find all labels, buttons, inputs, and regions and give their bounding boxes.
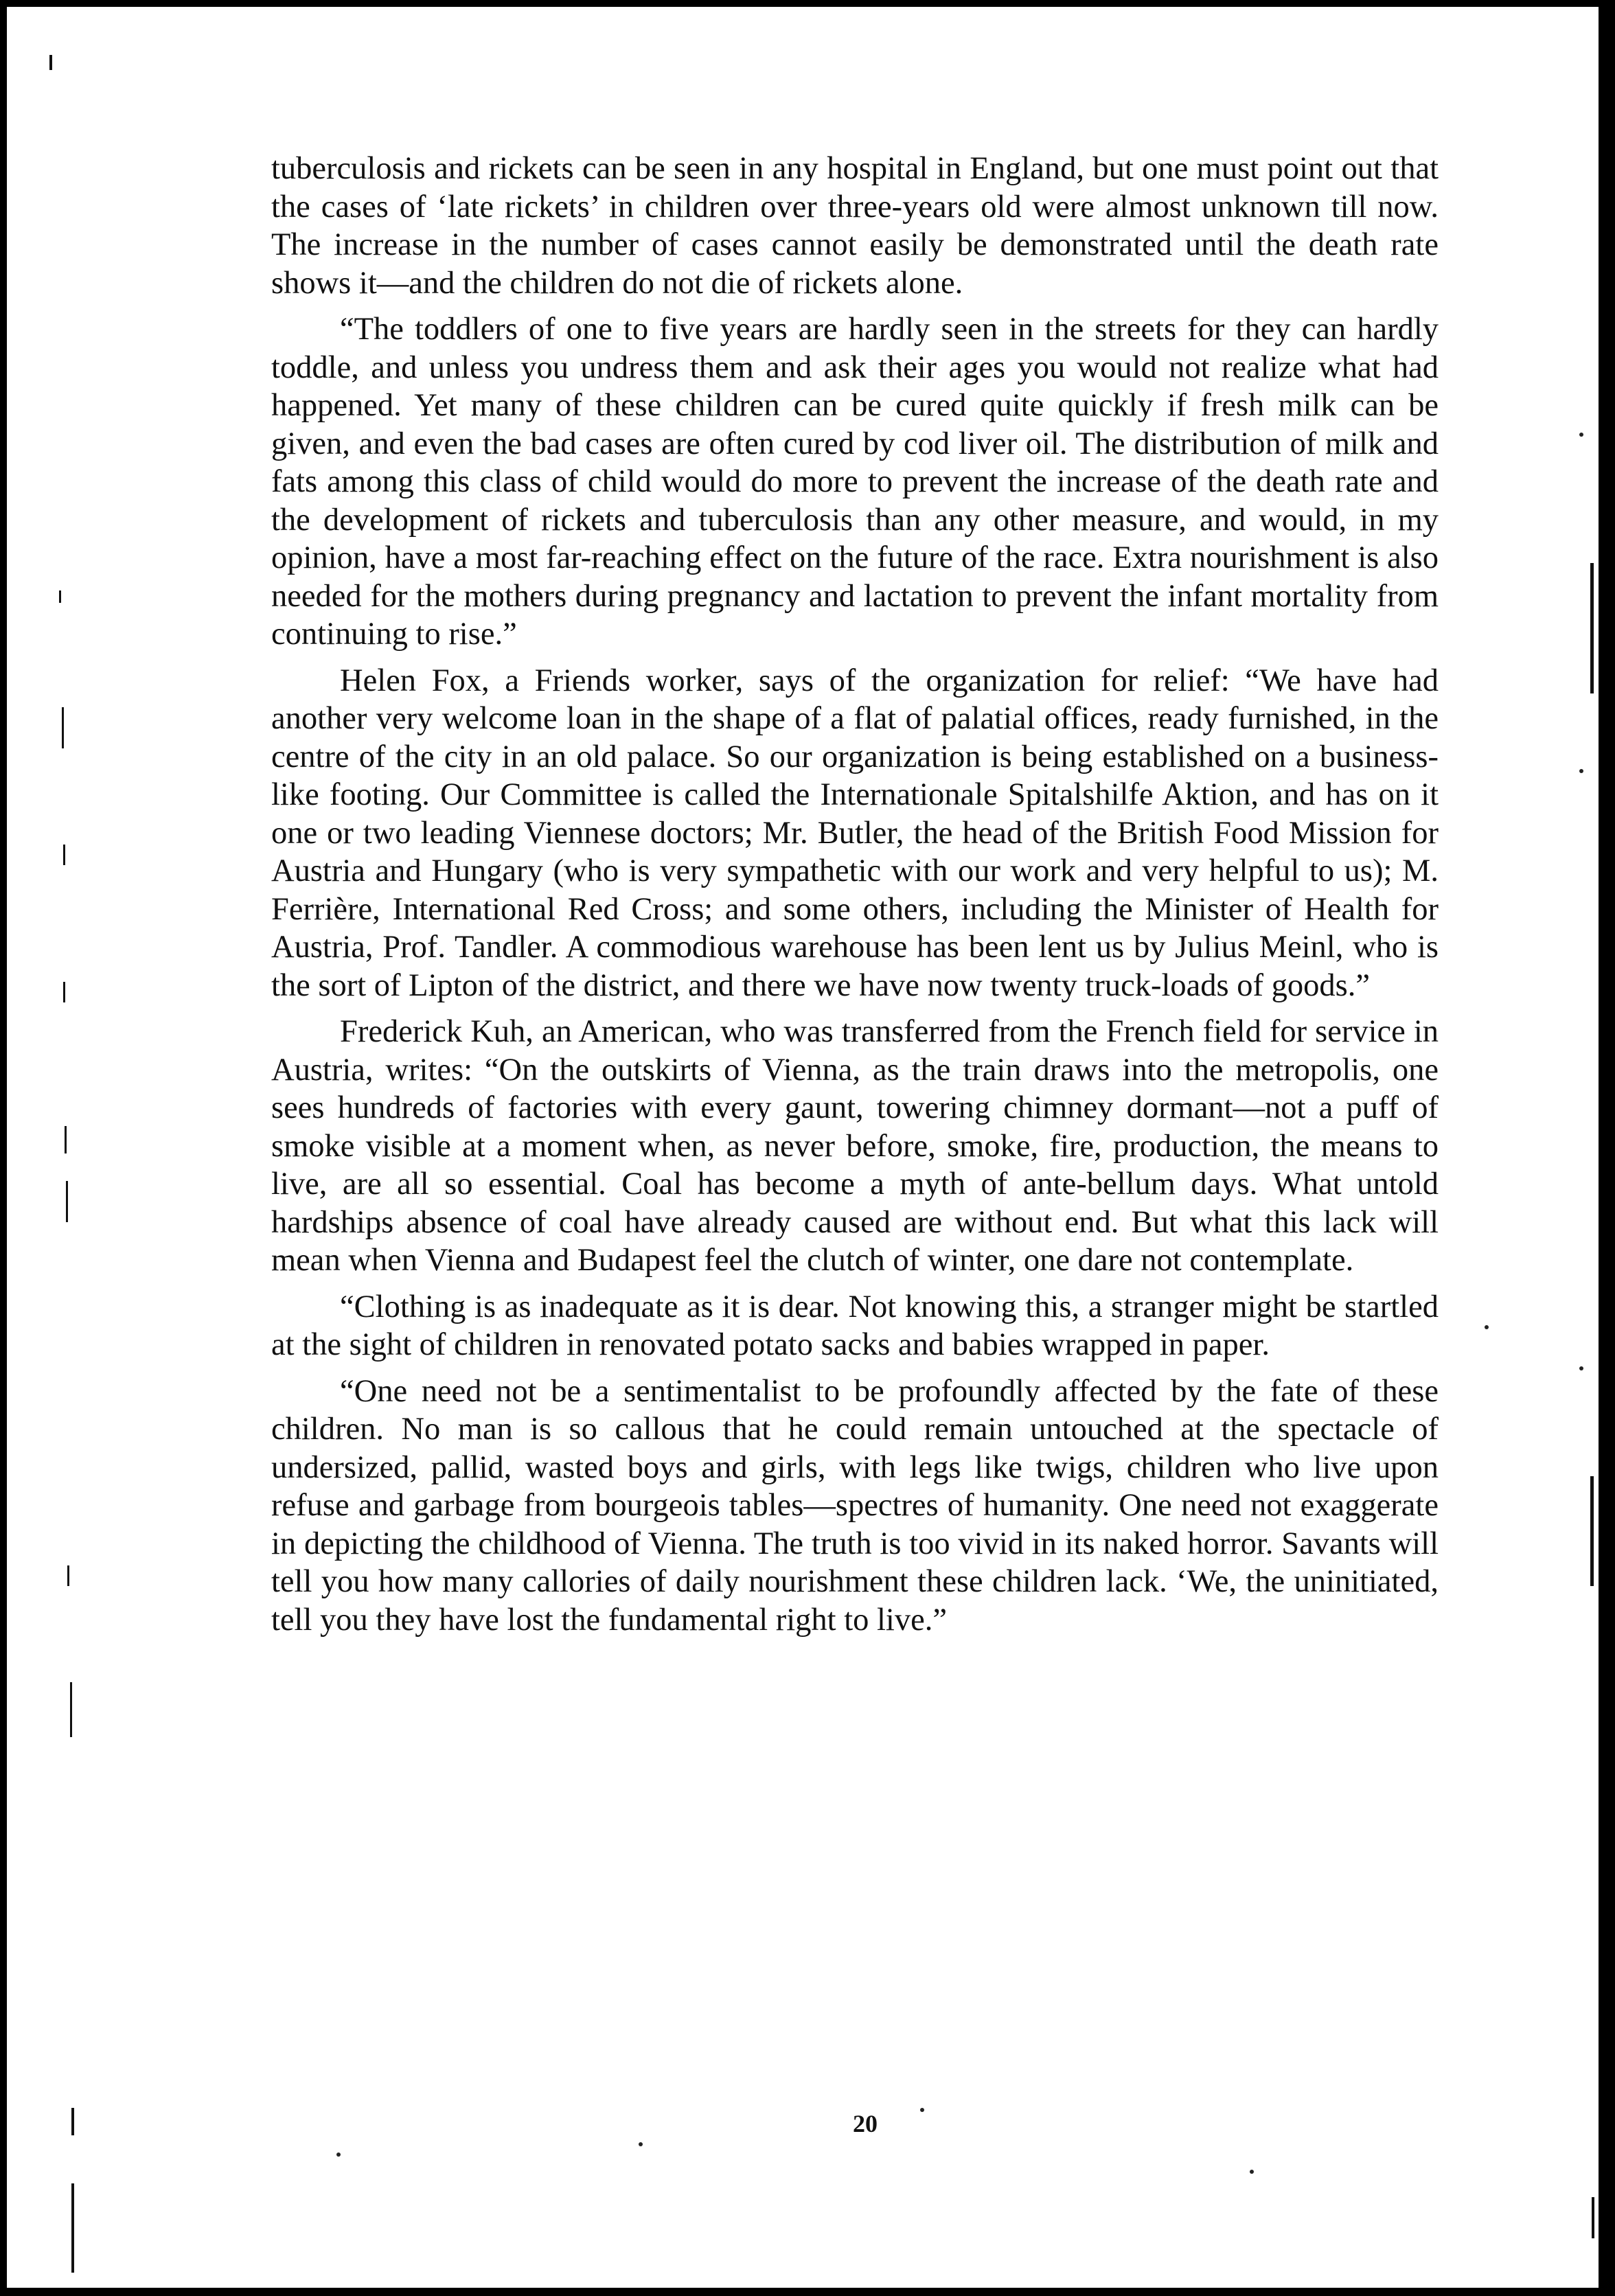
- speck: [336, 2152, 341, 2157]
- margin-mark: [71, 2108, 74, 2135]
- speck: [1485, 1325, 1489, 1329]
- body-text: [271, 150, 1439, 1647]
- margin-mark: [1590, 563, 1594, 693]
- margin-mark: [63, 982, 65, 1002]
- margin-mark: [1592, 2197, 1594, 2238]
- speck: [920, 2108, 924, 2112]
- speck: [639, 2142, 643, 2146]
- paragraph-2: “The toddlers of one to five years are hardly seen in the streets for they can hardly toddle, and unless you undress them and ask their ages you would not realize what had happened. Yet many of these children can be cured quite quickly if fresh milk can be given, and even the bad cases are often cured by cod liver oil. The distribution of milk and fats among this class of child would do more to prevent the increase of the death rate and the development of rickets and tuberculosis than any other measure, and would, in my opinion, have a most far-reaching effect on the future of the race. Extra nourishment is also needed for the mothers during pregnancy and lactation to prevent the infant mortality from continuing to rise.”: [271, 312, 1439, 652]
- speck: [1250, 2170, 1254, 2174]
- margin-mark: [62, 707, 64, 748]
- paragraph-4: Frederick Kuh, an American, who was transferred from the French field for service in Austria, writes: “On the outskirts of Vienna, as the train draws into the metropolis, one sees hundreds of factories with every gaunt, towering chimney dormant—not a puff of smoke visible at a moment when, as never before, smoke, fire, production, the means to live, are all so essential. Coal has become a myth of ante-bellum days. What untold hardships absence of coal have already caused are without end. But what this lack will mean when Vienna and Budapest feel the clutch of winter, one dare not contemplate.: [271, 1014, 1439, 1278]
- page-number: 20: [853, 2110, 878, 2137]
- margin-mark: [1590, 1476, 1594, 1586]
- speck: [1579, 769, 1583, 773]
- paragraph-6: “One need not be a sentimentalist to be profoundly affected by the fate of these children. No man is so callous that he could remain untouched at the spectacle of undersized, pallid, wasted boys and girls, with legs like twigs, children who live upon refuse and garbage from bourgeois tables—spectres of humanity. One need not exaggerate in depicting the childhood of Vienna. The truth is too vivid in its naked horror. Savants will tell you how many callories of daily nourishment these children lack. ‘We, the uninitiated, tell you they have lost the fundamental right to live.”: [271, 1373, 1439, 1638]
- margin-mark: [67, 1565, 69, 1586]
- speck: [1579, 433, 1583, 437]
- margin-mark: [49, 55, 52, 70]
- margin-mark: [66, 1181, 68, 1222]
- margin-mark: [63, 845, 65, 865]
- margin-mark: [65, 1126, 67, 1153]
- paragraph-1: tuberculosis and rickets can be seen in any hospital in England, but one must point out that the cases of ‘late rickets’ in children over three-years old were almost unknown till now. The increase in the number of cases cannot easily be demonstrated until the death rate shows it—and the children do not die of rickets alone.: [271, 151, 1439, 301]
- margin-mark: [59, 590, 61, 603]
- margin-mark: [70, 1682, 72, 1737]
- speck: [1579, 1366, 1583, 1370]
- paragraph-3: Helen Fox, a Friends worker, says of the organization for relief: “We have had another very welcome loan in the shape of a flat of palatial offices, ready furnished, in the centre of the city in an old palace. So our organization is being established on a business-like footing. Our Committee is called the Internationale Spitalshilfe Aktion, and has on it one or two leading Viennese doctors; Mr. Butler, the head of the British Food Mission for Austria and Hungary (who is very sympathetic with our work and very helpful to us); M. Ferrière, International Red Cross; and some others, including the Minister of Health for Austria, Prof. Tandler. A commodious warehouse has been lent us by Julius Meinl, who is the sort of Lipton of the district, and there we have now twenty truck-loads of goods.”: [271, 663, 1439, 1003]
- paragraph-5: “Clothing is as inadequate as it is dear. Not knowing this, a stranger might be startled at the sight of children in renovated potato sacks and babies wrapped in paper.: [271, 1289, 1439, 1362]
- margin-mark: [71, 2183, 74, 2273]
